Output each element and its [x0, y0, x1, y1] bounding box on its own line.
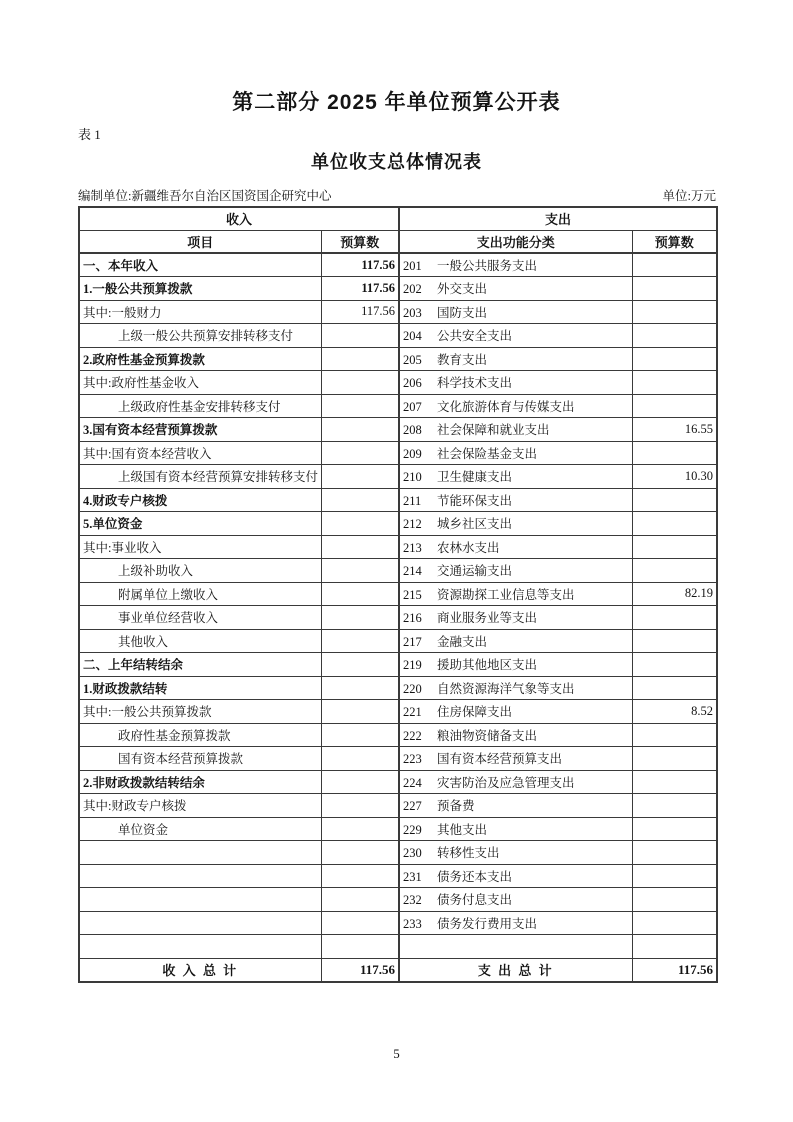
table-row	[79, 700, 717, 724]
table-row	[79, 770, 717, 794]
expense-name: 城乡社区支出	[437, 517, 513, 532]
expense-budget-cell	[632, 277, 717, 301]
expense-budget-cell: 10.30	[632, 465, 717, 489]
expense-code: 229	[403, 822, 422, 837]
income-budget-cell	[321, 676, 399, 700]
expense-budget-cell	[632, 723, 717, 747]
expense-name: 国有资本经营预算支出	[437, 752, 563, 767]
expense-budget-cell: 8.52	[632, 700, 717, 724]
table-row	[79, 864, 717, 888]
income-budget-cell	[321, 817, 399, 841]
expense-code: 210	[403, 470, 422, 485]
expense-budget-cell	[632, 794, 717, 818]
income-budget-cell	[321, 465, 399, 489]
income-budget-cell	[321, 911, 399, 935]
expense-code: 214	[403, 564, 422, 579]
income-budget-cell	[321, 841, 399, 865]
page-number: 5	[393, 1046, 400, 1061]
income-item-cell: 5.单位资金	[79, 512, 321, 536]
expense-code: 213	[403, 540, 422, 555]
expense-item-cell	[399, 794, 632, 818]
income-item-cell: 其中:事业收入	[79, 535, 321, 559]
expense-item-cell	[399, 394, 632, 418]
expense-budget-cell	[632, 488, 717, 512]
expense-budget-cell	[632, 747, 717, 771]
expense-item-cell	[399, 629, 632, 653]
income-budget-cell	[321, 582, 399, 606]
table-row	[79, 817, 717, 841]
income-budget-cell	[321, 394, 399, 418]
expense-item-cell	[399, 911, 632, 935]
expense-item-cell	[399, 582, 632, 606]
expense-name: 粮油物资储备支出	[437, 728, 538, 743]
table-row	[79, 723, 717, 747]
income-item-cell: 2.政府性基金预算拨款	[79, 347, 321, 371]
expense-budget-cell	[632, 253, 717, 277]
unit-label: 单位:万元	[662, 189, 716, 203]
expense-item-cell	[399, 864, 632, 888]
expense-name: 商业服务业等支出	[437, 611, 538, 626]
table-title: 单位收支总体情况表	[311, 152, 482, 172]
expense-item-cell	[399, 535, 632, 559]
expense-budget-header: 预算数	[632, 230, 717, 253]
expense-item-cell	[399, 888, 632, 912]
expense-item-cell	[399, 841, 632, 865]
income-item-cell	[79, 935, 321, 959]
table-row	[79, 394, 717, 418]
expense-item-cell	[399, 653, 632, 677]
expense-code: 233	[403, 916, 422, 931]
expense-code: 201	[403, 259, 422, 273]
expense-name: 一般公共服务支出	[437, 259, 538, 273]
table-row	[79, 418, 717, 442]
expense-code: 224	[403, 775, 422, 790]
table-row	[79, 629, 717, 653]
table-row	[79, 935, 717, 959]
expense-name: 债务付息支出	[437, 893, 513, 908]
table-row	[79, 559, 717, 583]
expense-name: 自然资源海洋气象等支出	[437, 681, 575, 696]
expense-code: 205	[403, 352, 422, 367]
table-label: 表 1	[78, 127, 101, 142]
income-item-cell: 一、本年收入	[79, 253, 321, 277]
expense-item-cell	[399, 606, 632, 630]
income-budget-cell: 117.56	[321, 277, 399, 301]
income-total-value: 117.56	[321, 958, 399, 982]
expense-name: 卫生健康支出	[437, 470, 513, 485]
income-item-cell: 政府性基金预算拨款	[79, 723, 321, 747]
expense-budget-cell	[632, 935, 717, 959]
expense-name: 住房保障支出	[437, 705, 513, 720]
expense-item-cell	[399, 418, 632, 442]
income-item-header: 项目	[79, 230, 321, 253]
expense-budget-cell	[632, 559, 717, 583]
expense-budget-cell	[632, 535, 717, 559]
expense-name: 教育支出	[437, 352, 488, 367]
expense-item-cell	[399, 488, 632, 512]
expense-name: 社会保险基金支出	[437, 446, 538, 461]
expense-code: 216	[403, 611, 422, 626]
table-row	[79, 441, 717, 465]
expense-code: 204	[403, 329, 422, 344]
income-item-cell: 1.财政拨款结转	[79, 676, 321, 700]
income-budget-cell	[321, 794, 399, 818]
expense-item-cell	[399, 700, 632, 724]
income-budget-cell	[321, 488, 399, 512]
expense-name: 预备费	[437, 799, 475, 814]
expense-budget-cell	[632, 653, 717, 677]
income-budget-cell	[321, 512, 399, 536]
income-item-cell: 1.一般公共预算拨款	[79, 277, 321, 301]
income-budget-cell	[321, 418, 399, 442]
expense-name: 节能环保支出	[437, 493, 513, 508]
expense-group-header: 支出	[399, 207, 717, 230]
table-row	[79, 606, 717, 630]
income-item-cell: 国有资本经营预算拨款	[79, 747, 321, 771]
income-budget-header: 预算数	[321, 230, 399, 253]
expense-code: 208	[403, 423, 422, 438]
expense-budget-cell	[632, 324, 717, 348]
income-item-cell: 附属单位上缴收入	[79, 582, 321, 606]
income-item-cell	[79, 888, 321, 912]
income-budget-cell	[321, 441, 399, 465]
expense-name: 交通运输支出	[437, 564, 513, 579]
expense-item-cell	[399, 935, 632, 959]
expense-code: 230	[403, 846, 422, 861]
table-row	[79, 841, 717, 865]
expense-name: 资源勘探工业信息等支出	[437, 587, 575, 602]
expense-code: 221	[403, 705, 422, 720]
expense-name: 社会保障和就业支出	[437, 423, 550, 438]
expense-budget-cell: 16.55	[632, 418, 717, 442]
income-item-cell: 单位资金	[79, 817, 321, 841]
income-item-cell: 4.财政专户核拨	[79, 488, 321, 512]
table-body	[79, 253, 717, 958]
expense-name: 灾害防治及应急管理支出	[437, 775, 575, 790]
expense-item-cell	[399, 300, 632, 324]
income-item-cell: 二、上年结转结余	[79, 653, 321, 677]
expense-code: 202	[403, 282, 422, 297]
expense-budget-cell	[632, 371, 717, 395]
expense-code: 211	[403, 493, 422, 508]
income-budget-cell	[321, 888, 399, 912]
income-budget-cell	[321, 770, 399, 794]
expense-budget-cell	[632, 441, 717, 465]
income-item-cell: 其中:一般公共预算拨款	[79, 700, 321, 724]
table-row	[79, 324, 717, 348]
income-item-cell: 其中:国有资本经营收入	[79, 441, 321, 465]
part-title: 第二部分 2025 年单位预算公开表	[232, 91, 561, 114]
expense-code: 203	[403, 305, 422, 320]
income-item-cell	[79, 841, 321, 865]
income-item-cell: 其他收入	[79, 629, 321, 653]
income-budget-cell	[321, 371, 399, 395]
expense-budget-cell	[632, 864, 717, 888]
expense-budget-cell	[632, 300, 717, 324]
expense-budget-cell	[632, 606, 717, 630]
income-item-cell: 3.国有资本经营预算拨款	[79, 418, 321, 442]
income-budget-cell	[321, 629, 399, 653]
income-budget-cell	[321, 559, 399, 583]
expense-name: 国防支出	[437, 305, 488, 320]
expense-item-cell	[399, 441, 632, 465]
income-item-cell: 上级国有资本经营预算安排转移支付	[79, 465, 321, 489]
table-row	[79, 747, 717, 771]
expense-budget-cell	[632, 676, 717, 700]
expense-name: 其他支出	[437, 822, 488, 837]
expense-budget-cell	[632, 770, 717, 794]
income-total-label: 收 入 总 计	[79, 958, 321, 982]
income-budget-cell	[321, 535, 399, 559]
expense-name: 金融支出	[437, 634, 488, 649]
expense-budget-cell	[632, 841, 717, 865]
expense-total-value: 117.56	[632, 958, 717, 982]
expense-name: 援助其他地区支出	[437, 658, 538, 673]
expense-budget-cell	[632, 394, 717, 418]
total-row	[79, 958, 717, 982]
income-budget-cell	[321, 723, 399, 747]
income-budget-cell	[321, 747, 399, 771]
table-row	[79, 653, 717, 677]
expense-name: 科学技术支出	[437, 376, 513, 391]
expense-code: 220	[403, 681, 422, 696]
income-item-cell	[79, 864, 321, 888]
expense-code: 227	[403, 799, 422, 814]
expense-code: 215	[403, 587, 422, 602]
expense-item-cell	[399, 723, 632, 747]
income-budget-cell	[321, 606, 399, 630]
expense-item-cell	[399, 770, 632, 794]
expense-name: 债务发行费用支出	[437, 916, 538, 931]
expense-budget-cell	[632, 629, 717, 653]
expense-name: 文化旅游体育与传媒支出	[437, 399, 575, 414]
expense-code: 232	[403, 893, 422, 908]
expense-total-label: 支 出 总 计	[399, 958, 632, 982]
income-budget-cell	[321, 324, 399, 348]
expense-item-cell	[399, 324, 632, 348]
expense-item-cell	[399, 747, 632, 771]
expense-name: 债务还本支出	[437, 869, 513, 884]
expense-code: 207	[403, 399, 422, 414]
expense-item-cell	[399, 559, 632, 583]
table-row	[79, 794, 717, 818]
expense-budget-cell: 82.19	[632, 582, 717, 606]
expense-item-cell	[399, 676, 632, 700]
table-row	[79, 277, 717, 301]
expense-budget-cell	[632, 512, 717, 536]
income-budget-cell	[321, 864, 399, 888]
table-row	[79, 676, 717, 700]
expense-budget-cell	[632, 911, 717, 935]
expense-code: 219	[403, 658, 422, 673]
expense-name: 农林水支出	[437, 540, 500, 555]
income-group-header: 收入	[79, 207, 399, 230]
income-item-cell	[79, 911, 321, 935]
income-budget-cell: 117.56	[321, 253, 399, 277]
income-item-cell: 上级补助收入	[79, 559, 321, 583]
expense-budget-cell	[632, 888, 717, 912]
expense-code: 206	[403, 376, 422, 391]
income-item-cell: 其中:一般财力	[79, 300, 321, 324]
income-budget-cell	[321, 653, 399, 677]
expense-item-header: 支出功能分类	[399, 230, 632, 253]
table-row	[79, 911, 717, 935]
expense-code: 223	[403, 752, 422, 767]
expense-budget-cell	[632, 347, 717, 371]
column-header-row	[79, 230, 717, 253]
income-item-cell: 2.非财政拨款结转结余	[79, 770, 321, 794]
expense-item-cell	[399, 465, 632, 489]
table-row	[79, 582, 717, 606]
income-item-cell: 其中:政府性基金收入	[79, 371, 321, 395]
expense-name: 转移性支出	[437, 846, 500, 861]
expense-code: 217	[403, 634, 422, 649]
expense-code: 231	[403, 869, 422, 884]
group-header-row	[79, 207, 717, 230]
expense-budget-cell	[632, 817, 717, 841]
expense-item-cell	[399, 371, 632, 395]
income-budget-cell	[321, 347, 399, 371]
table-row	[79, 465, 717, 489]
expense-name: 公共安全支出	[437, 329, 513, 344]
expense-code: 222	[403, 728, 422, 743]
income-budget-cell: 117.56	[321, 300, 399, 324]
expense-item-cell	[399, 277, 632, 301]
expense-item-cell	[399, 347, 632, 371]
table-row	[79, 300, 717, 324]
expense-code: 212	[403, 517, 422, 532]
expense-item-cell	[399, 253, 632, 277]
budget-table	[78, 206, 718, 983]
income-item-cell: 上级政府性基金安排转移支付	[79, 394, 321, 418]
expense-item-cell	[399, 817, 632, 841]
table-row	[79, 371, 717, 395]
table-row	[79, 488, 717, 512]
income-budget-cell	[321, 935, 399, 959]
income-item-cell: 事业单位经营收入	[79, 606, 321, 630]
expense-code: 209	[403, 446, 422, 461]
table-row	[79, 347, 717, 371]
income-budget-cell	[321, 700, 399, 724]
table-row	[79, 253, 717, 277]
table-row	[79, 535, 717, 559]
expense-item-cell	[399, 512, 632, 536]
prepared-by-label: 编制单位:新疆维吾尔自治区国资国企研究中心	[78, 189, 332, 203]
meta-row	[78, 186, 716, 204]
income-item-cell: 上级一般公共预算安排转移支付	[79, 324, 321, 348]
expense-name: 外交支出	[437, 282, 488, 297]
table-row	[79, 888, 717, 912]
income-item-cell: 其中:财政专户核拨	[79, 794, 321, 818]
table-row	[79, 512, 717, 536]
